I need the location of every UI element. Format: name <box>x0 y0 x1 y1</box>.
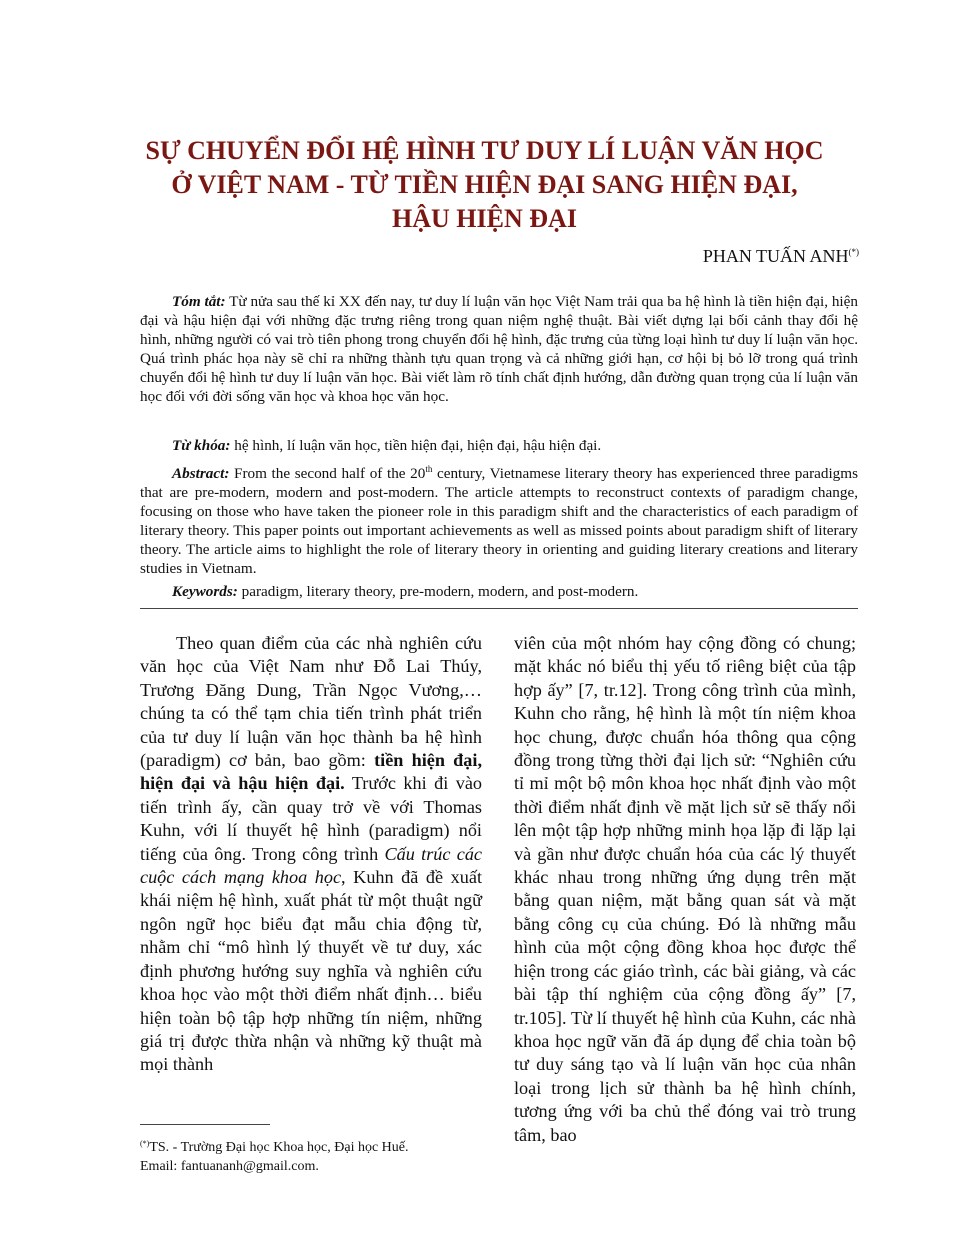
summary-text: Từ nửa sau thế kỉ XX đến nay, tư duy lí luận văn học Việt Nam trải qua ba hệ hình là tiền hiện đại, hiện đại và hậu hiện đại với những đặc trưng riêng trong quan niệm nghệ thuật. Bài viết dựng lại bối cảnh thay đổi hệ hình, những người có vai trò tiên phong trong chuyển đổi hệ hình, đặc trưng của từng loại hình tư duy lí luận văn học. Quá trình phác họa này sẽ chỉ ra những thành tựu quan trọng và cả những giới hạn, cơ hội bị bỏ lỡ trong quá trình chuyển đổi hệ hình tư duy lí luận văn học. Bài viết làm rõ tính chất định hướng, dẫn đường quan trọng của lí luận văn học đối với đời sống văn học và khoa học văn học. <box>140 293 858 405</box>
vietnamese-summary <box>140 292 858 406</box>
body-left-text-3: , Kuhn đã đề xuất khái niệm hệ hình, xuất phát từ một thuật ngữ ngôn ngữ học biểu đạt mẫu chia động từ, nhằm chỉ “mô hình lý thuyết về tư duy, xác định phương hướng suy nghĩa và nghiên cứu khoa học vào một thời điểm nhất định… biểu hiện toàn bộ tập hợp những tín niệm, những giá trị được thừa nhận và những kỹ thuật mà mọi thành <box>140 867 482 1075</box>
footnote-mark: (*) <box>140 1139 150 1148</box>
title-line-2: Ở VIỆT NAM - TỪ TIỀN HIỆN ĐẠI SANG HIỆN ĐẠI, <box>171 170 798 199</box>
body-paragraph-1 <box>140 632 482 1077</box>
keywords-vi-text: hệ hình, lí luận văn học, tiền hiện đại, hiện đại, hậu hiện đại. <box>230 437 602 454</box>
english-abstract <box>140 460 858 578</box>
author-footnote <box>140 1134 482 1176</box>
abstract-divider <box>140 608 858 609</box>
footnote-affiliation: TS. - Trường Đại học Khoa học, Đại học Huế. <box>149 1140 409 1155</box>
body-column-left <box>140 632 482 1077</box>
footnote-divider <box>140 1124 270 1125</box>
abstract-text-a: From the second half of the 20 <box>229 465 426 483</box>
title-line-1: SỰ CHUYỂN ĐỔI HỆ HÌNH TƯ DUY LÍ LUẬN VĂN HỌC <box>145 136 824 165</box>
keywords-en-label: Keywords: <box>172 583 238 600</box>
title-line-3: HẬU HIỆN ĐẠI <box>392 204 577 233</box>
body-left-text-1: Theo quan điểm của các nhà nghiên cứu văn học của Việt Nam như Đỗ Lai Thúy, Trương Đăng Dung, Trần Ngọc Vương,… chúng ta có thể tạm chia tiến trình phát triển của tư duy lí luận văn học thành ba hệ hình (paradigm) cơ bản, bao gồm: <box>140 633 482 771</box>
body-column-right <box>514 632 856 1147</box>
article-title <box>0 134 969 236</box>
keywords-vi-label: Từ khóa: <box>172 437 231 454</box>
author-name-text: PHAN TUẤN ANH <box>702 246 849 266</box>
keywords-en-text: paradigm, literary theory, pre-modern, modern, and post-modern. <box>237 583 639 600</box>
body-right-paragraph: viên của một nhóm hay cộng đồng có chung; mặt khác nó biểu thị yếu tố riêng biệt của tập hợp ấy” [7, tr.12]. Trong công trình của mình, Kuhn cho rằng, hệ hình là một tín niệm khoa học chung, được chuẩn hóa thông qua cộng đồng trong từng thời đại lịch sử: “Nghiên cứu tỉ mỉ một bộ môn khoa học nhất định vào một thời điểm nhất định về mặt lịch sử sẽ thấy nổi lên một tập hợp những minh họa lặp đi lặp lại và gần như được chuẩn hóa của các lý thuyết khác nhau trong những ứng dụng trên mặt bằng quan niệm, mặt bằng quan sát và mặt bằng công cụ của chúng. Đó là những mẫu hình của một cộng đồng khoa học được thể hiện trong các giáo trình, các bài giảng, và các bài tập thí nghiệm của cộng đồng ấy” [7, tr.105]. Từ lí thuyết hệ hình của Kuhn, các nhà khoa học ngữ văn đã áp dụng để chia toàn bộ tư duy sáng tạo và lí luận văn học của nhân loại trong lịch sử thành ba hệ hình chính, tương ứng với ba chủ thể đóng vai trò trung tâm, bao <box>514 633 856 1145</box>
abstract-text-b: century, Vietnamese literary theory has experienced three paradigms that are pre-modern, modern and post-modern. The article attempts to reconstruct contexts of paradigm change, focusing on those who have taken the pioneer role in this paradigm shift and the characteristics of each paradigm of literary theory. This paper points out important achievements as well as missed points about paradigm shift of literary theory. The article aims to highlight the role of literary theory in orienting and guiding literary creations and literary studies in Vietnam. <box>140 465 858 578</box>
english-keywords <box>140 582 858 601</box>
body-left-bold: tiền hiện đại, hiện đại và hậu hiện đại. <box>140 750 482 794</box>
abstract-superscript: th <box>425 464 433 474</box>
summary-label: Tóm tắt: <box>172 293 226 310</box>
body-left-text-2: Trước khi đi vào tiến trình ấy, cần quay trở về với Thomas Kuhn, với lí thuyết hệ hình (paradigm) nổi tiếng của ông. Trong công trình <box>140 773 482 864</box>
footnote-line-1 <box>140 1134 482 1157</box>
footnote-email: Email: fantuananh@gmail.com. <box>140 1159 319 1174</box>
abstract-label: Abstract: <box>172 465 230 483</box>
vietnamese-keywords <box>140 436 858 455</box>
author-footnote-mark: (*) <box>848 247 859 257</box>
body-left-italic-title: Cấu trúc các cuộc cách mạng khoa học <box>140 843 482 888</box>
author-name <box>703 246 859 267</box>
